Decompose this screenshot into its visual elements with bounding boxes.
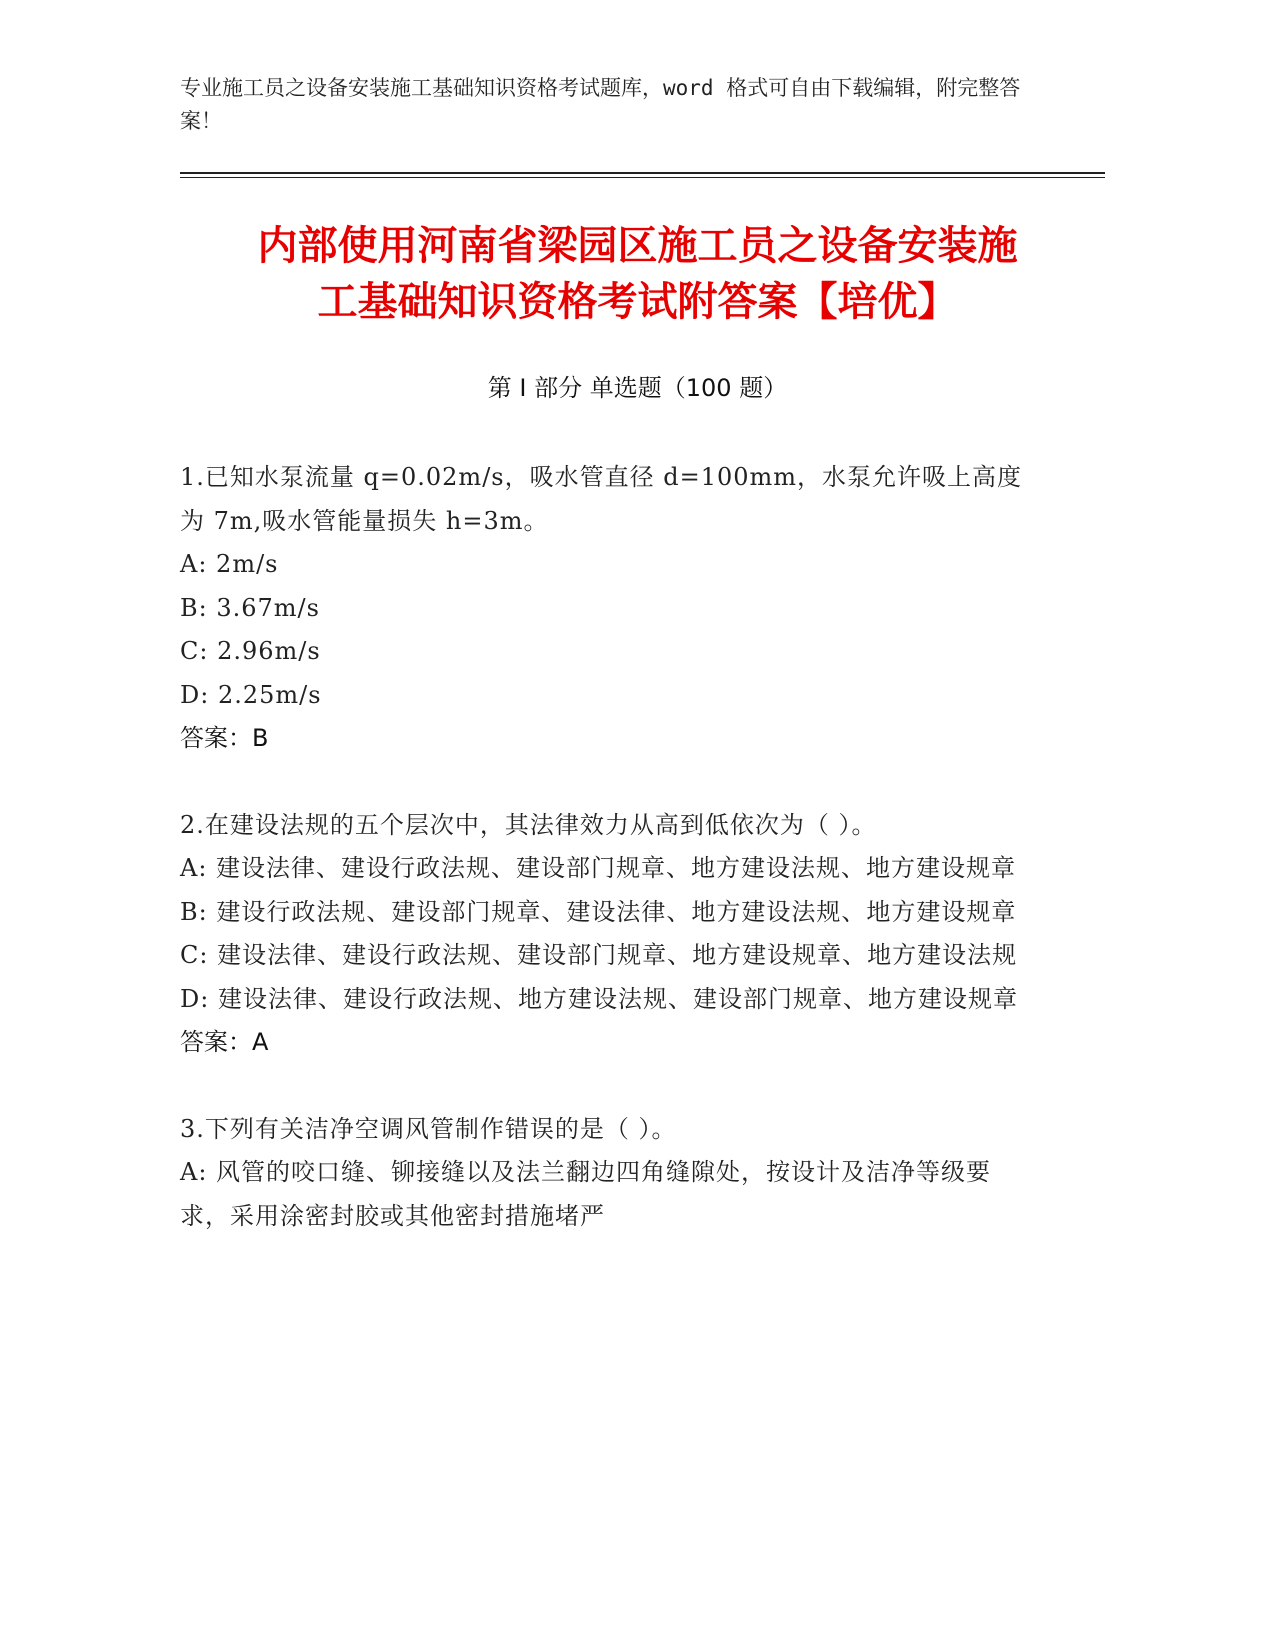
answer-label: 答案：A bbox=[180, 1028, 269, 1056]
option-a: A: 风管的咬口缝、铆接缝以及法兰翻边四角缝隙处，按设计及洁净等级要求，采用涂密封胶或其他密封措施堵严 bbox=[180, 1158, 992, 1230]
header-divider-thick bbox=[180, 172, 1105, 174]
option-c: C: 建设法律、建设行政法规、建设部门规章、地方建设规章、地方建设法规 bbox=[180, 941, 1018, 969]
question-stem: 2.在建设法规的五个层次中，其法律效力从高到低依次为（ ）。 bbox=[180, 810, 877, 839]
option-c: C: 2.96m/s bbox=[180, 637, 321, 665]
document-title-line-2: 工基础知识资格考试附答案【培优】 bbox=[317, 279, 958, 325]
option-b: B: 建设行政法规、建设部门规章、建设法律、地方建设法规、地方建设规章 bbox=[180, 897, 1017, 926]
question-2 bbox=[180, 804, 1030, 1065]
header-divider-thin bbox=[180, 177, 1105, 178]
question-stem: 3.下列有关洁净空调风管制作错误的是（ ）。 bbox=[180, 1114, 677, 1143]
question-list bbox=[180, 456, 1030, 1281]
question-1 bbox=[180, 456, 1030, 761]
option-a: A: 2m/s bbox=[180, 550, 279, 578]
question-stem: 1.已知水泵流量 q=0.02m/s，吸水管直径 d=100mm，水泵允许吸上高度为 7m,吸水管能量损失 h=3m。 bbox=[180, 463, 1023, 535]
question-3 bbox=[180, 1108, 1030, 1239]
answer-label: 答案：B bbox=[180, 724, 269, 752]
document-title bbox=[150, 218, 1125, 330]
option-d: D: 2.25m/s bbox=[180, 680, 322, 709]
document-title-line-1: 内部使用河南省梁园区施工员之设备安装施 bbox=[257, 223, 1018, 269]
option-a: A: 建设法律、建设行政法规、建设部门规章、地方建设法规、地方建设规章 bbox=[180, 854, 1017, 882]
option-b: B: 3.67m/s bbox=[180, 593, 320, 622]
section-heading: 第 I 部分 单选题（100 题） bbox=[487, 374, 788, 402]
option-d: D: 建设法律、建设行政法规、地方建设法规、建设部门规章、地方建设规章 bbox=[180, 984, 1018, 1013]
header-note: 专业施工员之设备安装施工基础知识资格考试题库，word 格式可自由下载编辑，附完整答案！ bbox=[180, 76, 1021, 133]
